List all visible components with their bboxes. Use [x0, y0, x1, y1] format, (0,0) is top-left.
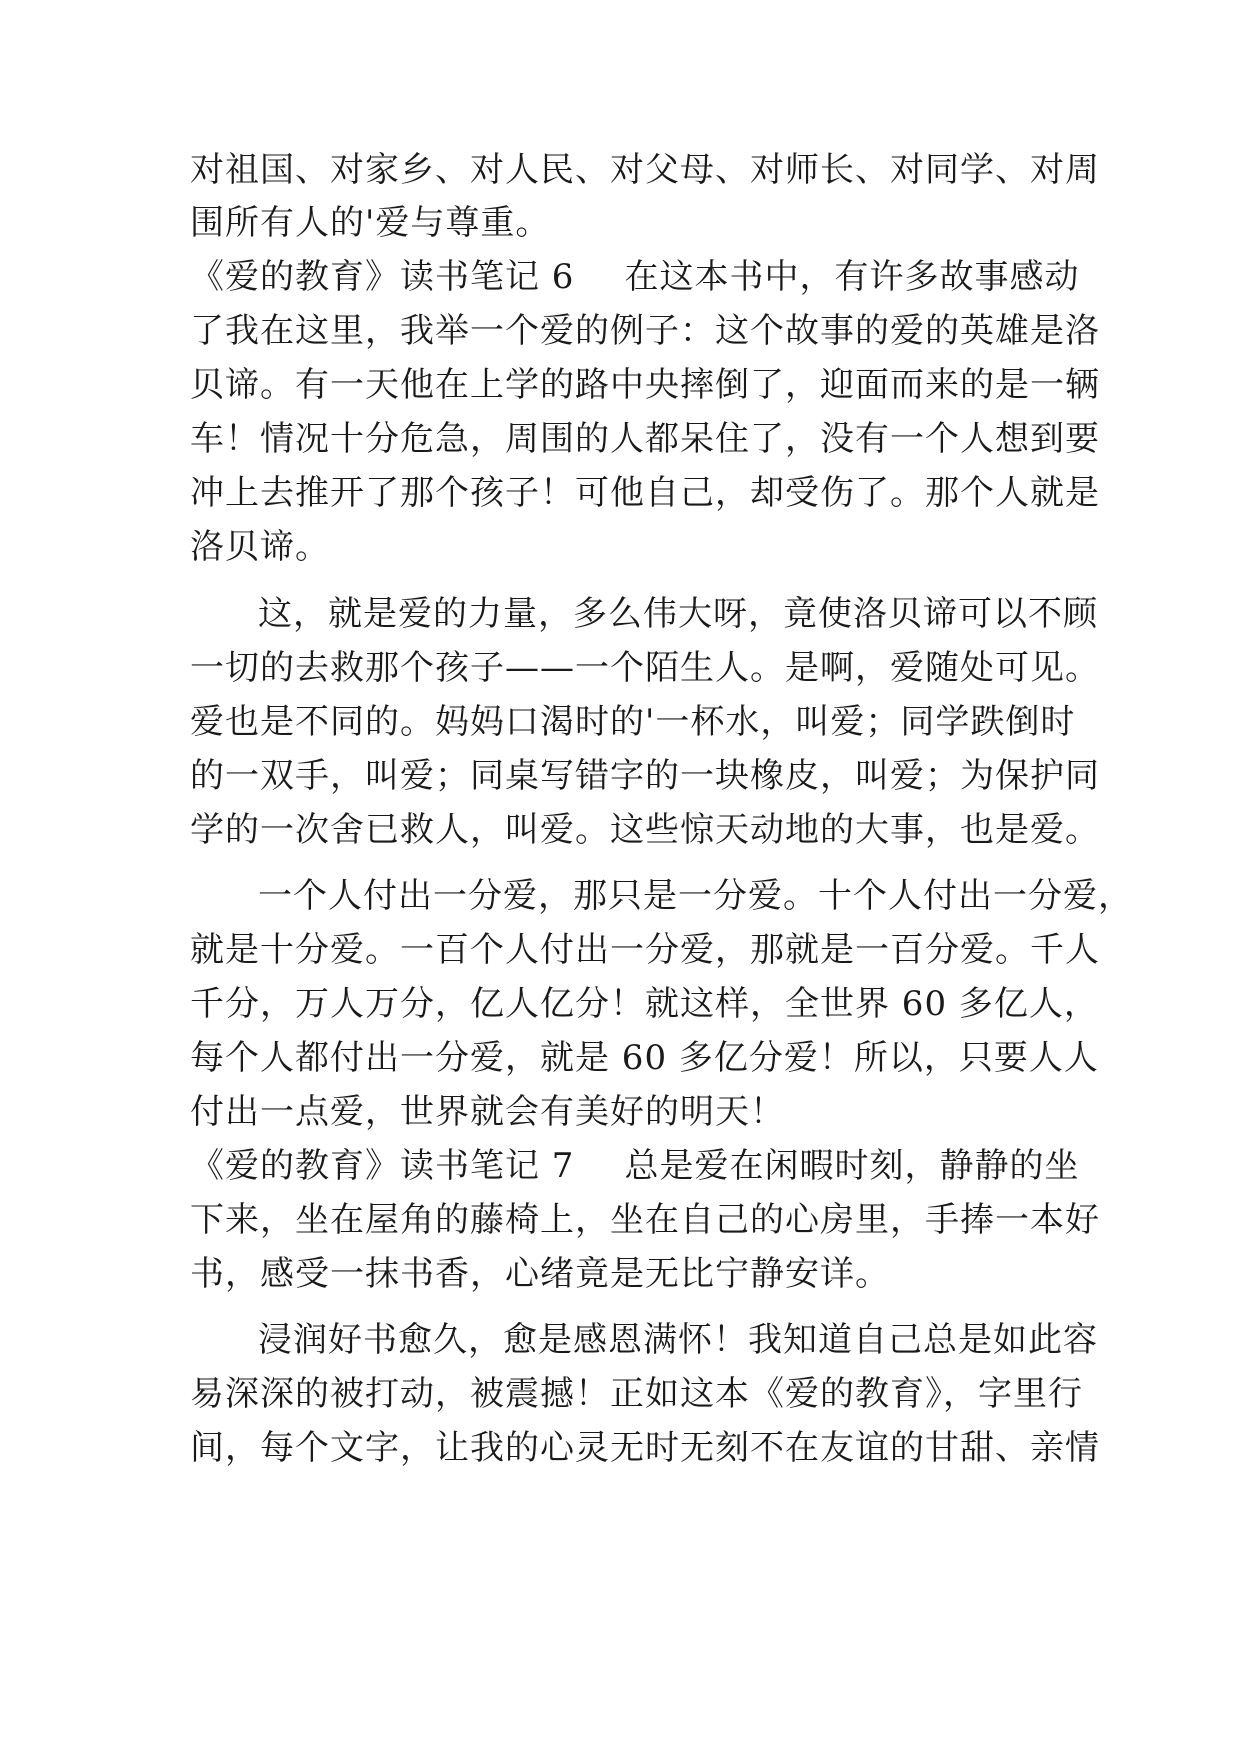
text-line: 浸润好书愈久，愈是感恩满怀！我知道自己总是如此容: [258, 1320, 1098, 1360]
text-run: 总是爱在闲暇时刻，静静的坐: [624, 1146, 1080, 1186]
section-heading: 《爱的教育》读书笔记 6: [190, 257, 575, 297]
text-line: 车！情况十分危急，周围的人都呆住了，没有一个人想到要: [190, 419, 1100, 459]
text-line: 易深深的被打动，被震撼！正如这本《爱的教育》，字里行: [190, 1374, 1083, 1414]
text-line: 一切的去救那个孩子——一个陌生人。是啊，爱随处可见。: [190, 648, 1100, 688]
text-line: 爱也是不同的。妈妈口渴时的'一杯水，叫爱；同学跌倒时: [190, 702, 1076, 742]
section-heading: 《爱的教育》读书笔记 7: [190, 1146, 575, 1186]
text-line: 间，每个文字，让我的心灵无时无刻不在友谊的甘甜、亲情: [190, 1428, 1100, 1468]
section-heading-line: [190, 257, 1079, 297]
text-line: 围所有人的'爱与尊重。: [190, 203, 551, 243]
text-line: 付出一点爱，世界就会有美好的明天！: [190, 1092, 785, 1132]
text-line: 下来，坐在屋角的藤椅上，坐在自己的心房里，手捧一本好: [190, 1200, 1100, 1240]
text-line: 学的一次舍已救人，叫爱。这些惊天动地的大事，也是爱。: [190, 810, 1100, 850]
text-line: 贝谛。有一天他在上学的路中央摔倒了，迎面而来的是一辆: [190, 365, 1100, 405]
text-line: 这，就是爱的力量，多么伟大呀，竟使洛贝谛可以不顾: [258, 594, 1098, 634]
text-line: 冲上去推开了那个孩子！可他自己，却受伤了。那个人就是: [190, 473, 1100, 513]
section-heading-line: [190, 1146, 1079, 1186]
text-line: 就是十分爱。一百个人付出一分爱，那就是一百分爱。千人: [190, 930, 1100, 970]
text-line: 千分，万人万分，亿人亿分！就这样，全世界 60 多亿人，: [190, 984, 1099, 1024]
text-line: 洛贝谛。: [190, 527, 330, 567]
text-run: 在这本书中，有许多故事感动: [624, 257, 1080, 297]
text-line: 的一双手，叫爱；同桌写错字的一块橡皮，叫爱；为保护同: [190, 756, 1100, 796]
text-line: 了我在这里，我举一个爱的例子：这个故事的爱的英雄是洛: [190, 311, 1100, 351]
text-line: 对祖国、对家乡、对人民、对父母、对师长、对同学、对周: [190, 150, 1100, 190]
text-line: 书，感受一抹书香，心绪竟是无比宁静安详。: [190, 1254, 890, 1294]
text-line: 每个人都付出一分爱，就是 60 多亿分爱！所以，只要人人: [190, 1038, 1099, 1078]
text-line: 一个人付出一分爱，那只是一分爱。十个人付出一分爱，: [258, 876, 1133, 916]
